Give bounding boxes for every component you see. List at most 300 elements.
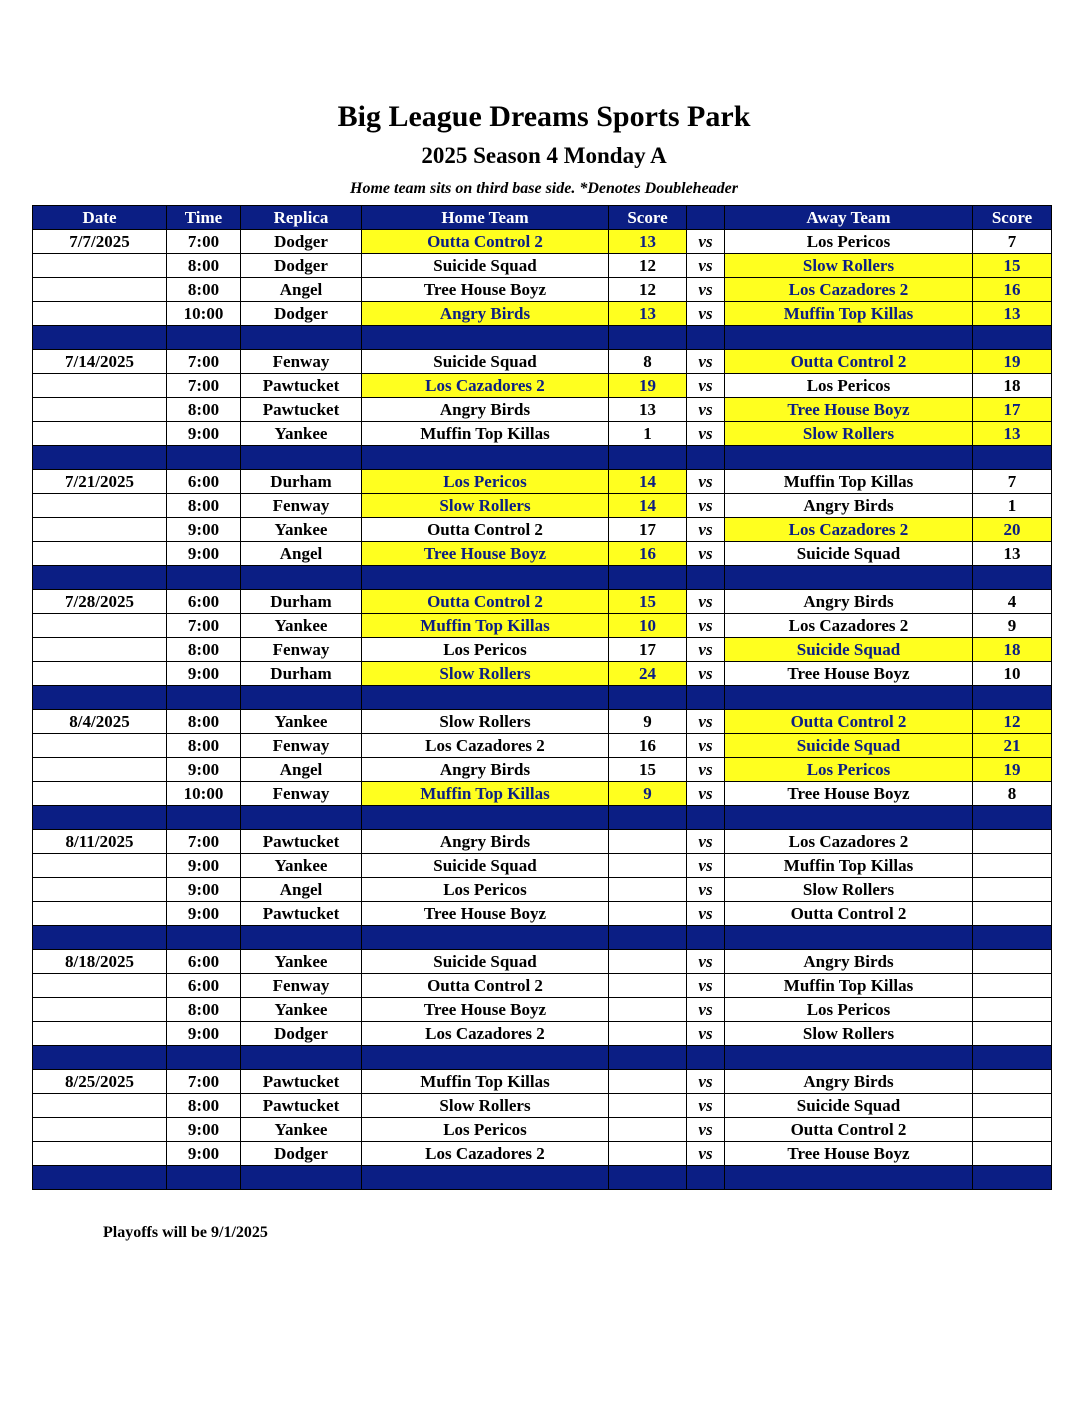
- date-cell: [33, 1022, 167, 1046]
- vs-cell: vs: [687, 542, 725, 566]
- time-cell: 8:00: [167, 1094, 241, 1118]
- replica-cell: Angel: [241, 758, 362, 782]
- game-row: [33, 1142, 1052, 1166]
- game-row: [33, 422, 1052, 446]
- date-cell: 7/28/2025: [33, 590, 167, 614]
- away-team-cell: Angry Birds: [725, 494, 973, 518]
- replica-cell: Yankee: [241, 422, 362, 446]
- time-cell: 7:00: [167, 350, 241, 374]
- away-score-cell: 12: [973, 710, 1052, 734]
- away-score-cell: [973, 830, 1052, 854]
- away-team-cell: Suicide Squad: [725, 734, 973, 758]
- date-cell: [33, 878, 167, 902]
- replica-cell: Pawtucket: [241, 830, 362, 854]
- away-team-cell: Angry Birds: [725, 590, 973, 614]
- replica-cell: Dodger: [241, 230, 362, 254]
- game-row: [33, 1070, 1052, 1094]
- vs-cell: vs: [687, 1142, 725, 1166]
- header-vs: [687, 206, 725, 230]
- away-score-cell: 13: [973, 302, 1052, 326]
- vs-cell: vs: [687, 710, 725, 734]
- home-score-cell: 17: [609, 638, 687, 662]
- header-row: [33, 206, 1052, 230]
- home-score-cell: 12: [609, 278, 687, 302]
- home-score-cell: 19: [609, 374, 687, 398]
- vs-cell: vs: [687, 422, 725, 446]
- home-team-cell: Los Cazadores 2: [362, 1142, 609, 1166]
- time-cell: 9:00: [167, 662, 241, 686]
- game-row: [33, 374, 1052, 398]
- away-team-cell: Los Cazadores 2: [725, 830, 973, 854]
- away-team-cell: Tree House Boyz: [725, 398, 973, 422]
- home-team-cell: Suicide Squad: [362, 854, 609, 878]
- replica-cell: Dodger: [241, 254, 362, 278]
- date-cell: [33, 1094, 167, 1118]
- away-score-cell: 8: [973, 782, 1052, 806]
- home-score-cell: 16: [609, 734, 687, 758]
- home-score-cell: [609, 1118, 687, 1142]
- home-team-cell: Tree House Boyz: [362, 902, 609, 926]
- time-cell: 9:00: [167, 1142, 241, 1166]
- replica-cell: Fenway: [241, 974, 362, 998]
- away-team-cell: Slow Rollers: [725, 254, 973, 278]
- vs-cell: vs: [687, 374, 725, 398]
- time-cell: 8:00: [167, 734, 241, 758]
- away-team-cell: Los Cazadores 2: [725, 614, 973, 638]
- replica-cell: Fenway: [241, 638, 362, 662]
- home-score-cell: 14: [609, 470, 687, 494]
- date-cell: [33, 902, 167, 926]
- replica-cell: Pawtucket: [241, 398, 362, 422]
- home-team-cell: Los Cazadores 2: [362, 374, 609, 398]
- header-home-team: Home Team: [362, 206, 609, 230]
- home-team-cell: Los Pericos: [362, 470, 609, 494]
- game-row: [33, 494, 1052, 518]
- time-cell: 9:00: [167, 902, 241, 926]
- home-team-cell: Suicide Squad: [362, 350, 609, 374]
- replica-cell: Dodger: [241, 1142, 362, 1166]
- away-score-cell: 20: [973, 518, 1052, 542]
- vs-cell: vs: [687, 518, 725, 542]
- replica-cell: Dodger: [241, 302, 362, 326]
- time-cell: 8:00: [167, 494, 241, 518]
- away-team-cell: Tree House Boyz: [725, 1142, 973, 1166]
- vs-cell: vs: [687, 830, 725, 854]
- vs-cell: vs: [687, 1022, 725, 1046]
- home-team-cell: Tree House Boyz: [362, 998, 609, 1022]
- home-score-cell: 12: [609, 254, 687, 278]
- home-team-cell: Suicide Squad: [362, 950, 609, 974]
- time-cell: 7:00: [167, 1070, 241, 1094]
- time-cell: 8:00: [167, 278, 241, 302]
- away-score-cell: [973, 878, 1052, 902]
- date-cell: 8/4/2025: [33, 710, 167, 734]
- home-score-cell: 14: [609, 494, 687, 518]
- time-cell: 9:00: [167, 542, 241, 566]
- page-title: Big League Dreams Sports Park: [337, 100, 751, 133]
- replica-cell: Angel: [241, 878, 362, 902]
- home-score-cell: 17: [609, 518, 687, 542]
- home-team-cell: Outta Control 2: [362, 518, 609, 542]
- week-separator: [33, 686, 1052, 710]
- home-team-cell: Slow Rollers: [362, 710, 609, 734]
- replica-cell: Yankee: [241, 710, 362, 734]
- time-cell: 8:00: [167, 254, 241, 278]
- vs-cell: vs: [687, 254, 725, 278]
- time-cell: 6:00: [167, 950, 241, 974]
- replica-cell: Pawtucket: [241, 1094, 362, 1118]
- home-score-cell: 16: [609, 542, 687, 566]
- replica-cell: Durham: [241, 662, 362, 686]
- replica-cell: Durham: [241, 590, 362, 614]
- game-row: [33, 662, 1052, 686]
- time-cell: 9:00: [167, 1118, 241, 1142]
- replica-cell: Yankee: [241, 518, 362, 542]
- away-team-cell: Los Pericos: [725, 998, 973, 1022]
- time-cell: 9:00: [167, 1022, 241, 1046]
- away-team-cell: Muffin Top Killas: [725, 974, 973, 998]
- time-cell: 6:00: [167, 590, 241, 614]
- home-score-cell: [609, 950, 687, 974]
- home-score-cell: 13: [609, 302, 687, 326]
- away-score-cell: 17: [973, 398, 1052, 422]
- away-score-cell: 13: [973, 542, 1052, 566]
- vs-cell: vs: [687, 590, 725, 614]
- away-score-cell: 15: [973, 254, 1052, 278]
- home-score-cell: 1: [609, 422, 687, 446]
- home-team-cell: Los Pericos: [362, 1118, 609, 1142]
- home-team-cell: Angry Birds: [362, 758, 609, 782]
- week-separator: [33, 1166, 1052, 1190]
- home-team-cell: Slow Rollers: [362, 494, 609, 518]
- week-separator: [33, 326, 1052, 350]
- time-cell: 10:00: [167, 782, 241, 806]
- vs-cell: vs: [687, 854, 725, 878]
- replica-cell: Pawtucket: [241, 902, 362, 926]
- away-team-cell: Angry Birds: [725, 950, 973, 974]
- vs-cell: vs: [687, 662, 725, 686]
- away-team-cell: Slow Rollers: [725, 878, 973, 902]
- home-team-cell: Slow Rollers: [362, 1094, 609, 1118]
- home-score-cell: [609, 1022, 687, 1046]
- header-time: Time: [167, 206, 241, 230]
- home-score-cell: [609, 998, 687, 1022]
- date-cell: [33, 542, 167, 566]
- date-cell: [33, 302, 167, 326]
- date-cell: [33, 398, 167, 422]
- home-score-cell: [609, 830, 687, 854]
- date-cell: 7/14/2025: [33, 350, 167, 374]
- date-cell: [33, 998, 167, 1022]
- game-row: [33, 518, 1052, 542]
- home-score-cell: [609, 854, 687, 878]
- replica-cell: Fenway: [241, 734, 362, 758]
- away-score-cell: 9: [973, 614, 1052, 638]
- home-score-cell: 15: [609, 590, 687, 614]
- away-team-cell: Los Pericos: [725, 758, 973, 782]
- home-team-cell: Outta Control 2: [362, 230, 609, 254]
- away-score-cell: [973, 950, 1052, 974]
- date-cell: [33, 734, 167, 758]
- time-cell: 8:00: [167, 998, 241, 1022]
- home-team-cell: Tree House Boyz: [362, 542, 609, 566]
- game-row: [33, 254, 1052, 278]
- vs-cell: vs: [687, 230, 725, 254]
- away-team-cell: Outta Control 2: [725, 1118, 973, 1142]
- away-team-cell: Slow Rollers: [725, 1022, 973, 1046]
- away-team-cell: Los Pericos: [725, 374, 973, 398]
- date-cell: [33, 638, 167, 662]
- away-score-cell: 13: [973, 422, 1052, 446]
- home-team-cell: Muffin Top Killas: [362, 422, 609, 446]
- game-row: [33, 974, 1052, 998]
- week-separator: [33, 446, 1052, 470]
- replica-cell: Fenway: [241, 494, 362, 518]
- vs-cell: vs: [687, 782, 725, 806]
- home-team-cell: Muffin Top Killas: [362, 1070, 609, 1094]
- away-team-cell: Muffin Top Killas: [725, 854, 973, 878]
- schedule-body: [33, 230, 1052, 1190]
- game-row: [33, 638, 1052, 662]
- header-away-team: Away Team: [725, 206, 973, 230]
- date-cell: 8/25/2025: [33, 1070, 167, 1094]
- time-cell: 6:00: [167, 470, 241, 494]
- time-cell: 8:00: [167, 398, 241, 422]
- away-team-cell: Outta Control 2: [725, 710, 973, 734]
- vs-cell: vs: [687, 950, 725, 974]
- home-score-cell: 9: [609, 782, 687, 806]
- home-team-cell: Suicide Squad: [362, 254, 609, 278]
- game-row: [33, 854, 1052, 878]
- time-cell: 9:00: [167, 518, 241, 542]
- game-row: [33, 470, 1052, 494]
- date-cell: [33, 422, 167, 446]
- home-score-cell: 13: [609, 230, 687, 254]
- away-team-cell: Suicide Squad: [725, 638, 973, 662]
- header-replica: Replica: [241, 206, 362, 230]
- home-score-cell: 8: [609, 350, 687, 374]
- home-score-cell: [609, 878, 687, 902]
- home-score-cell: [609, 902, 687, 926]
- away-team-cell: Outta Control 2: [725, 902, 973, 926]
- date-cell: [33, 614, 167, 638]
- date-cell: [33, 854, 167, 878]
- date-cell: [33, 374, 167, 398]
- game-row: [33, 350, 1052, 374]
- date-cell: 8/11/2025: [33, 830, 167, 854]
- game-row: [33, 878, 1052, 902]
- game-row: [33, 614, 1052, 638]
- date-cell: 7/21/2025: [33, 470, 167, 494]
- vs-cell: vs: [687, 350, 725, 374]
- away-score-cell: 1: [973, 494, 1052, 518]
- week-separator: [33, 566, 1052, 590]
- game-row: [33, 230, 1052, 254]
- game-row: [33, 950, 1052, 974]
- date-cell: [33, 662, 167, 686]
- away-score-cell: [973, 1070, 1052, 1094]
- away-team-cell: Suicide Squad: [725, 542, 973, 566]
- date-cell: [33, 254, 167, 278]
- vs-cell: vs: [687, 470, 725, 494]
- replica-cell: Yankee: [241, 614, 362, 638]
- home-team-cell: Los Pericos: [362, 638, 609, 662]
- away-score-cell: 18: [973, 638, 1052, 662]
- replica-cell: Yankee: [241, 950, 362, 974]
- replica-cell: Durham: [241, 470, 362, 494]
- away-team-cell: Angry Birds: [725, 1070, 973, 1094]
- home-score-cell: 13: [609, 398, 687, 422]
- home-team-cell: Angry Birds: [362, 398, 609, 422]
- game-row: [33, 1022, 1052, 1046]
- game-row: [33, 278, 1052, 302]
- away-team-cell: Outta Control 2: [725, 350, 973, 374]
- game-row: [33, 710, 1052, 734]
- time-cell: 6:00: [167, 974, 241, 998]
- game-row: [33, 1118, 1052, 1142]
- date-cell: 7/7/2025: [33, 230, 167, 254]
- away-team-cell: Slow Rollers: [725, 422, 973, 446]
- vs-cell: vs: [687, 278, 725, 302]
- home-score-cell: 15: [609, 758, 687, 782]
- vs-cell: vs: [687, 494, 725, 518]
- home-team-cell: Tree House Boyz: [362, 278, 609, 302]
- home-team-cell: Slow Rollers: [362, 662, 609, 686]
- away-score-cell: 7: [973, 470, 1052, 494]
- date-cell: [33, 974, 167, 998]
- away-team-cell: Tree House Boyz: [725, 662, 973, 686]
- vs-cell: vs: [687, 302, 725, 326]
- time-cell: 10:00: [167, 302, 241, 326]
- vs-cell: vs: [687, 614, 725, 638]
- replica-cell: Yankee: [241, 1118, 362, 1142]
- home-team-cell: Muffin Top Killas: [362, 614, 609, 638]
- vs-cell: vs: [687, 758, 725, 782]
- vs-cell: vs: [687, 638, 725, 662]
- home-score-cell: 10: [609, 614, 687, 638]
- home-team-cell: Outta Control 2: [362, 974, 609, 998]
- replica-cell: Angel: [241, 542, 362, 566]
- replica-cell: Dodger: [241, 1022, 362, 1046]
- away-score-cell: [973, 974, 1052, 998]
- week-separator: [33, 806, 1052, 830]
- away-score-cell: 19: [973, 350, 1052, 374]
- home-team-cell: Outta Control 2: [362, 590, 609, 614]
- away-score-cell: 21: [973, 734, 1052, 758]
- game-row: [33, 590, 1052, 614]
- date-cell: [33, 494, 167, 518]
- date-cell: [33, 518, 167, 542]
- away-score-cell: 10: [973, 662, 1052, 686]
- playoffs-note: Playoffs will be 9/1/2025: [103, 1224, 268, 1241]
- game-row: [33, 758, 1052, 782]
- game-row: [33, 302, 1052, 326]
- game-row: [33, 398, 1052, 422]
- replica-cell: Fenway: [241, 350, 362, 374]
- date-cell: [33, 758, 167, 782]
- time-cell: 9:00: [167, 758, 241, 782]
- time-cell: 8:00: [167, 638, 241, 662]
- home-team-cell: Los Cazadores 2: [362, 1022, 609, 1046]
- schedule-note: Home team sits on third base side. *Denotes Doubleheader: [350, 180, 738, 197]
- home-score-cell: 9: [609, 710, 687, 734]
- home-score-cell: 24: [609, 662, 687, 686]
- away-score-cell: 7: [973, 230, 1052, 254]
- date-cell: [33, 782, 167, 806]
- replica-cell: Pawtucket: [241, 1070, 362, 1094]
- home-team-cell: Angry Birds: [362, 830, 609, 854]
- away-team-cell: Muffin Top Killas: [725, 470, 973, 494]
- week-separator: [33, 1046, 1052, 1070]
- time-cell: 7:00: [167, 230, 241, 254]
- header-date: Date: [33, 206, 167, 230]
- away-score-cell: [973, 902, 1052, 926]
- vs-cell: vs: [687, 398, 725, 422]
- header-home-score: Score: [609, 206, 687, 230]
- time-cell: 9:00: [167, 422, 241, 446]
- game-row: [33, 782, 1052, 806]
- away-score-cell: [973, 1118, 1052, 1142]
- week-separator: [33, 926, 1052, 950]
- home-team-cell: Los Pericos: [362, 878, 609, 902]
- away-score-cell: 4: [973, 590, 1052, 614]
- home-team-cell: Los Cazadores 2: [362, 734, 609, 758]
- away-score-cell: 19: [973, 758, 1052, 782]
- away-team-cell: Los Cazadores 2: [725, 518, 973, 542]
- home-score-cell: [609, 1094, 687, 1118]
- home-score-cell: [609, 1142, 687, 1166]
- game-row: [33, 734, 1052, 758]
- away-score-cell: 16: [973, 278, 1052, 302]
- time-cell: 7:00: [167, 614, 241, 638]
- date-cell: [33, 278, 167, 302]
- time-cell: 8:00: [167, 710, 241, 734]
- away-score-cell: [973, 1022, 1052, 1046]
- vs-cell: vs: [687, 878, 725, 902]
- game-row: [33, 902, 1052, 926]
- away-team-cell: Suicide Squad: [725, 1094, 973, 1118]
- replica-cell: Pawtucket: [241, 374, 362, 398]
- home-team-cell: Angry Birds: [362, 302, 609, 326]
- away-score-cell: [973, 998, 1052, 1022]
- away-score-cell: 18: [973, 374, 1052, 398]
- vs-cell: vs: [687, 1094, 725, 1118]
- home-score-cell: [609, 1070, 687, 1094]
- game-row: [33, 830, 1052, 854]
- vs-cell: vs: [687, 974, 725, 998]
- replica-cell: Angel: [241, 278, 362, 302]
- date-cell: 8/18/2025: [33, 950, 167, 974]
- game-row: [33, 1094, 1052, 1118]
- away-score-cell: [973, 1142, 1052, 1166]
- date-cell: [33, 1118, 167, 1142]
- time-cell: 9:00: [167, 854, 241, 878]
- replica-cell: Yankee: [241, 854, 362, 878]
- away-score-cell: [973, 1094, 1052, 1118]
- replica-cell: Yankee: [241, 998, 362, 1022]
- date-cell: [33, 1142, 167, 1166]
- vs-cell: vs: [687, 902, 725, 926]
- vs-cell: vs: [687, 1070, 725, 1094]
- away-team-cell: Tree House Boyz: [725, 782, 973, 806]
- time-cell: 9:00: [167, 878, 241, 902]
- game-row: [33, 998, 1052, 1022]
- vs-cell: vs: [687, 734, 725, 758]
- replica-cell: Fenway: [241, 782, 362, 806]
- away-team-cell: Los Cazadores 2: [725, 278, 973, 302]
- away-score-cell: [973, 854, 1052, 878]
- vs-cell: vs: [687, 1118, 725, 1142]
